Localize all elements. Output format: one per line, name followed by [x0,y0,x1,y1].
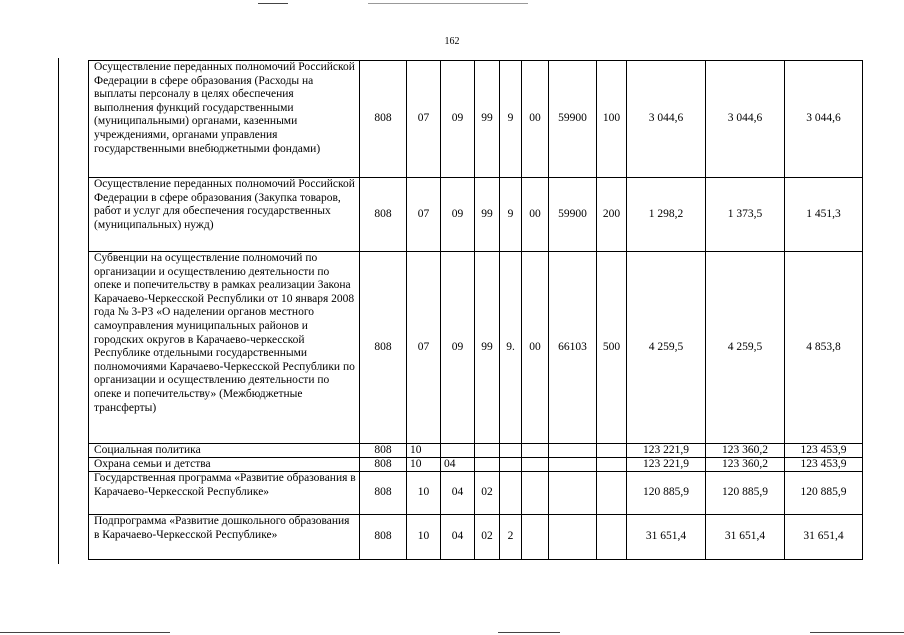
ministry-code: 808 [360,444,407,458]
event-code [522,515,549,560]
row-name: Государственная программа «Развитие образования в Карачаево-Черкесской Республике» [89,472,360,515]
expense-type-code: 100 [597,61,627,178]
amount-year-2: 123 360,2 [706,458,785,472]
section-code: 07 [407,61,441,178]
direction-code: 59900 [549,178,597,252]
amount-year-3: 3 044,6 [785,61,863,178]
expense-type-code [597,444,627,458]
direction-code [549,444,597,458]
direction-code [549,472,597,515]
event-code: 00 [522,252,549,444]
amount-year-3: 123 453,9 [785,458,863,472]
table-row [89,458,863,472]
ministry-code: 808 [360,515,407,560]
amount-year-2: 1 373,5 [706,178,785,252]
subsection-code: 09 [441,178,475,252]
subsection-code: 04 [441,458,475,472]
direction-code: 66103 [549,252,597,444]
row-name: Осуществление переданных полномочий Российской Федерации в сфере образования (Расходы на выплаты персоналу в целях обеспечения выполнения функций государственными (муниципальными) органами, казенными учреждениями, органами управления государственными внебюджетными фондами) [89,61,360,178]
event-code: 00 [522,178,549,252]
event-code [522,472,549,515]
table-row [89,252,863,444]
section-code: 10 [407,458,441,472]
row-name: Осуществление переданных полномочий Российской Федерации в сфере образования (Закупка товаров, работ и услуг для обеспечения государственных (муниципальных) нужд) [89,178,360,252]
expense-type-code [597,472,627,515]
section-code: 10 [407,515,441,560]
ministry-code: 808 [360,252,407,444]
program-code: 99 [475,178,500,252]
expense-type-code [597,515,627,560]
table-row [89,472,863,515]
row-name: Субвенции на осуществление полномочий по организации и осуществлению деятельности по опеке и попечительству в рамках реализации Закона Карачаево-Черкесской Республики от 10 января 2008 года № 3-РЗ «О наделении органов местного самоуправления муниципальных районов и городских округов в Карачаево-черкесской Республике отдельными государственными полномочиями Карачаево-Черкесской Республики по организации и осуществлению деятельности по опеке и попечительству» (Межбюджетные трансферты) [89,252,360,444]
ministry-code: 808 [360,61,407,178]
row-name: Охрана семьи и детства [89,458,360,472]
amount-year-2: 123 360,2 [706,444,785,458]
table-row [89,61,863,178]
section-code: 10 [407,472,441,515]
event-code: 00 [522,61,549,178]
program-code: 99 [475,61,500,178]
amount-year-1: 4 259,5 [627,252,706,444]
event-code [522,444,549,458]
subsection-code: 04 [441,472,475,515]
scan-line-top [368,3,528,4]
amount-year-3: 4 853,8 [785,252,863,444]
program-code [475,444,500,458]
expense-type-code [597,458,627,472]
program-code: 02 [475,515,500,560]
amount-year-1: 3 044,6 [627,61,706,178]
amount-year-2: 3 044,6 [706,61,785,178]
subprogram-code: 9 [500,61,522,178]
amount-year-1: 1 298,2 [627,178,706,252]
event-code [522,458,549,472]
direction-code: 59900 [549,61,597,178]
amount-year-3: 120 885,9 [785,472,863,515]
amount-year-3: 31 651,4 [785,515,863,560]
subprogram-code: 2 [500,515,522,560]
subprogram-code [500,444,522,458]
scan-line-bottom [0,632,170,633]
subprogram-code [500,472,522,515]
amount-year-1: 123 221,9 [627,444,706,458]
amount-year-1: 123 221,9 [627,458,706,472]
budget-table [88,60,863,560]
subprogram-code: 9 [500,178,522,252]
subsection-code: 09 [441,252,475,444]
section-code: 07 [407,252,441,444]
amount-year-3: 1 451,3 [785,178,863,252]
direction-code [549,515,597,560]
scan-line-bottom [498,632,560,633]
row-name: Социальная политика [89,444,360,458]
amount-year-2: 31 651,4 [706,515,785,560]
program-code: 99 [475,252,500,444]
table-row [89,515,863,560]
subprogram-code: 9. [500,252,522,444]
subprogram-code [500,458,522,472]
amount-year-2: 4 259,5 [706,252,785,444]
program-code [475,458,500,472]
expense-type-code: 500 [597,252,627,444]
table-row [89,444,863,458]
expense-type-code: 200 [597,178,627,252]
subsection-code: 04 [441,515,475,560]
ministry-code: 808 [360,458,407,472]
amount-year-2: 120 885,9 [706,472,785,515]
amount-year-1: 31 651,4 [627,515,706,560]
table-row [89,178,863,252]
row-name: Подпрограмма «Развитие дошкольного образования в Карачаево-Черкесской Республике» [89,515,360,560]
ministry-code: 808 [360,472,407,515]
ministry-code: 808 [360,178,407,252]
page-number: 162 [444,36,460,47]
direction-code [549,458,597,472]
scan-line-top [258,3,288,4]
amount-year-3: 123 453,9 [785,444,863,458]
table-left-border [58,58,62,564]
amount-year-1: 120 885,9 [627,472,706,515]
subsection-code: 09 [441,61,475,178]
section-code: 10 [407,444,441,458]
program-code: 02 [475,472,500,515]
scan-line-bottom [810,632,904,633]
subsection-code [441,444,475,458]
section-code: 07 [407,178,441,252]
